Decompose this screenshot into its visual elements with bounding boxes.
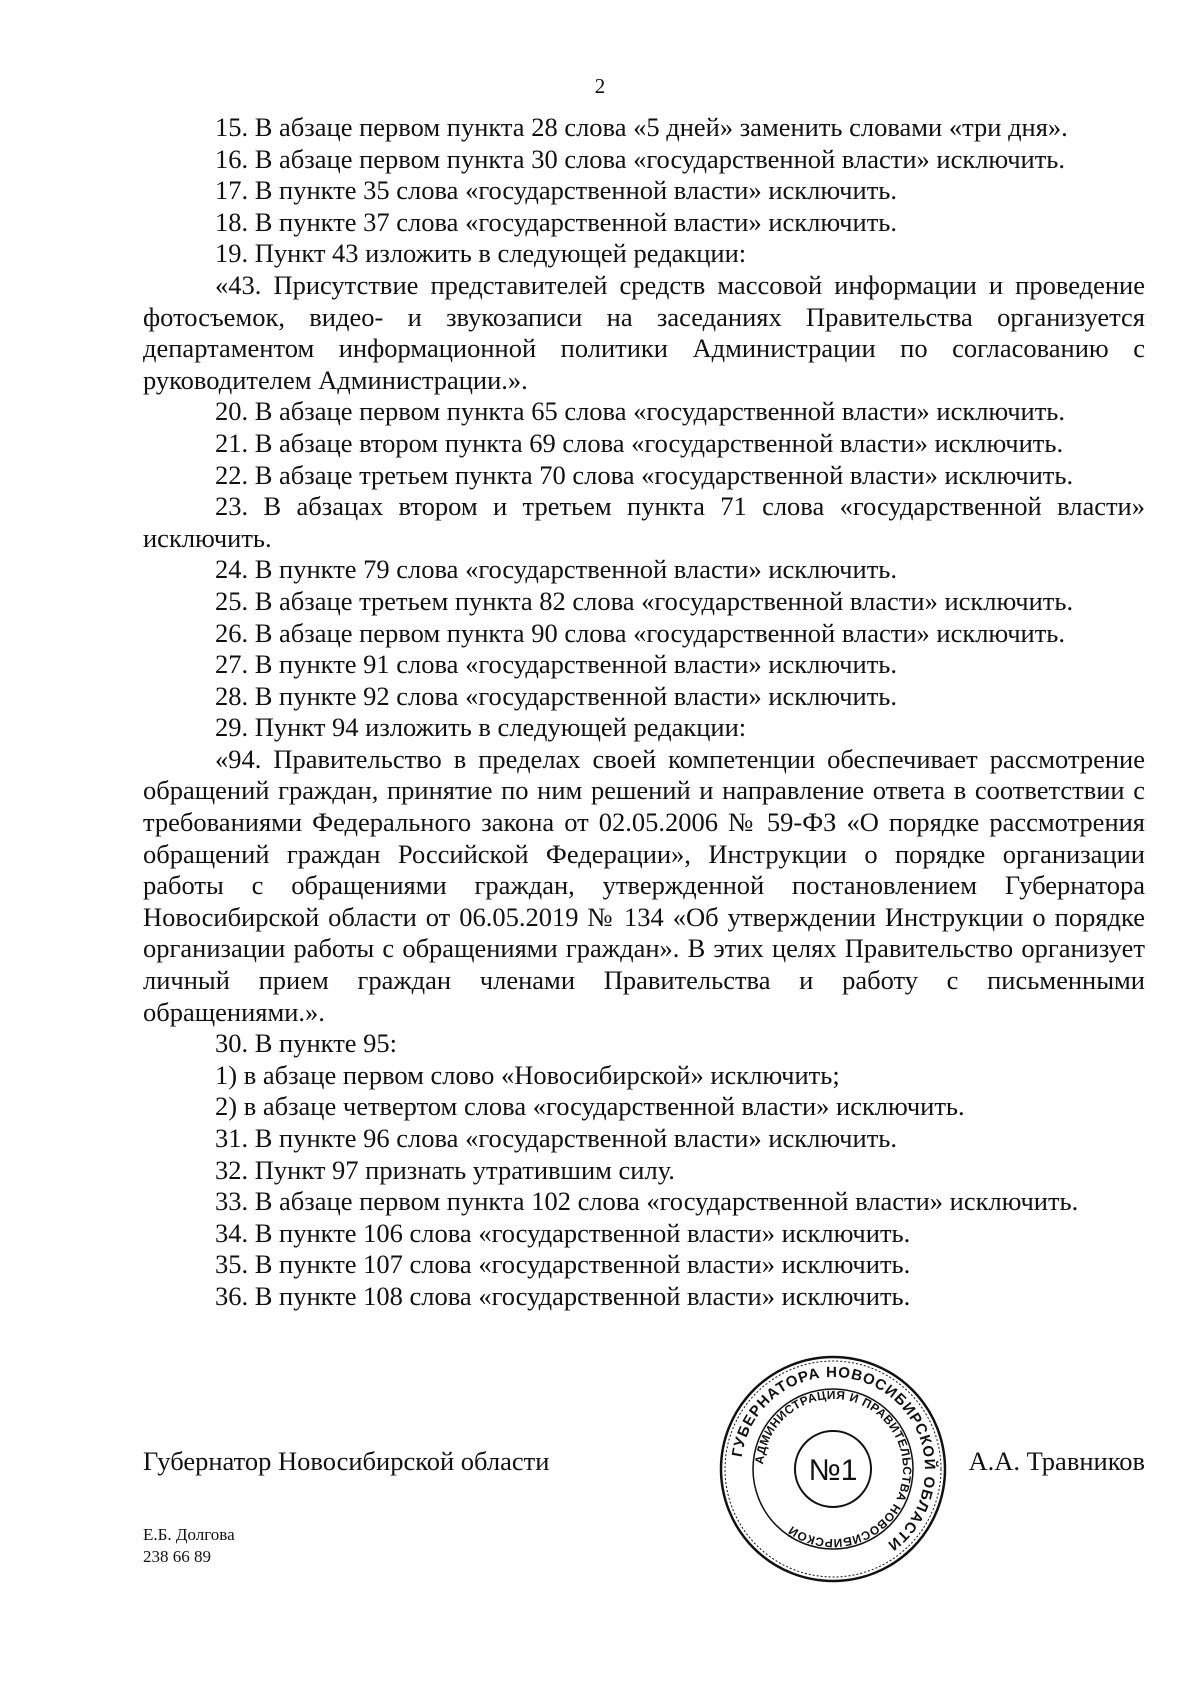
- paragraph-24: 24. В пункте 79 слова «государственной власти» исключить.: [215, 554, 897, 585]
- paragraph-20: 20. В абзаце первом пункта 65 слова «государственной власти» исключить.: [215, 396, 1066, 427]
- paragraph-28: 28. В пункте 92 слова «государственной власти» исключить.: [215, 680, 897, 711]
- document-body: [143, 112, 1145, 1313]
- signatory-position: Губернатор Новосибирской области: [143, 1446, 550, 1476]
- paragraph-27: 27. В пункте 91 слова «государственной власти» исключить.: [215, 649, 897, 680]
- paragraph-26: 26. В абзаце первом пункта 90 слова «государственной власти» исключить.: [215, 617, 1066, 648]
- paragraph-25: 25. В абзаце третьем пункта 82 слова «государственной власти» исключить.: [215, 585, 1074, 616]
- paragraph-32: 32. Пункт 97 признать утратившим силу.: [215, 1154, 675, 1185]
- paragraph-36: 36. В пункте 108 слова «государственной власти» исключить.: [215, 1280, 911, 1311]
- paragraph-19: 19. Пункт 43 изложить в следующей редакции:: [215, 238, 747, 269]
- official-seal-icon: [718, 1354, 948, 1584]
- signatory-name: А.А. Травников: [968, 1446, 1145, 1476]
- paragraph-30: 30. В пункте 95:: [215, 1028, 398, 1059]
- paragraph-15: 15. В абзаце первом пункта 28 слова «5 дней» заменить словами «три дня».: [215, 112, 1068, 142]
- paragraph-21: 21. В абзаце втором пункта 69 слова «государственной власти» исключить.: [215, 427, 1064, 458]
- executor-info: [143, 1524, 235, 1568]
- executor-phone: 238 66 89: [143, 1547, 211, 1566]
- paragraph-17: 17. В пункте 35 слова «государственной власти» исключить.: [215, 175, 897, 206]
- paragraph-30-2: 2) в абзаце четвертом слова «государственной власти» исключить.: [215, 1091, 965, 1122]
- paragraph-34: 34. В пункте 106 слова «государственной власти» исключить.: [215, 1217, 911, 1248]
- page-number: 2: [594, 74, 606, 98]
- paragraph-94-quote: «94. Правительство в пределах своей компетенции обеспечивает рассмотрение обращений граждан, принятие по ним решений и направление ответа в соответствии с требованиями Федерального закона от 02.05.2006 № 59-ФЗ «О порядке рассмотрения обращений граждан Российской Федерации», Инструкции о порядке организации работы с обращениями граждан, утвержденной постановлением Губернатора Новосибирской области от 06.05.2019 № 134 «Об утверждении Инструкции о порядке организации работы с обращениями граждан». В этих целях Правительство организует личный прием граждан членами Правительства и работу с письменными обращениями.».: [143, 743, 1145, 1027]
- paragraph-35: 35. В пункте 107 слова «государственной власти» исключить.: [215, 1249, 911, 1280]
- paragraph-29: 29. Пункт 94 изложить в следующей редакции:: [215, 712, 747, 743]
- paragraph-33: 33. В абзаце первом пункта 102 слова «государственной власти» исключить.: [215, 1186, 1079, 1217]
- paragraph-18: 18. В пункте 37 слова «государственной власти» исключить.: [215, 206, 897, 237]
- paragraph-31: 31. В пункте 96 слова «государственной власти» исключить.: [215, 1123, 897, 1153]
- paragraph-23: 23. В абзацах втором и третьем пункта 71 слова «государственной власти» исключить.: [143, 491, 1145, 553]
- executor-name: Е.Б. Долгова: [143, 1525, 235, 1544]
- seal-outer-text: ГУБЕРНАТОРА НОВОСИБИРСКОЙ ОБЛАСТИ: [728, 1363, 939, 1555]
- seal-center-text: №1: [808, 1454, 858, 1487]
- paragraph-22: 22. В абзаце третьем пункта 70 слова «государственной власти» исключить.: [215, 459, 1074, 490]
- seal-inner-text: АДМИНИСТРАЦИЯ И ПРАВИТЕЛЬСТВА НОВОСИБИРСКОЙ: [752, 1387, 915, 1551]
- paragraph-30-1: 1) в абзаце первом слово «Новосибирской» исключить;: [215, 1059, 840, 1090]
- paragraph-16: 16. В абзаце первом пункта 30 слова «государственной власти» исключить.: [215, 143, 1066, 174]
- paragraph-43-quote: «43. Присутствие представителей средств массовой информации и проведение фотосъемок, видео- и звукозаписи на заседаниях Правительства организуется департаментом информационной политики Администрации по согласованию с руководителем Администрации.».: [143, 269, 1145, 395]
